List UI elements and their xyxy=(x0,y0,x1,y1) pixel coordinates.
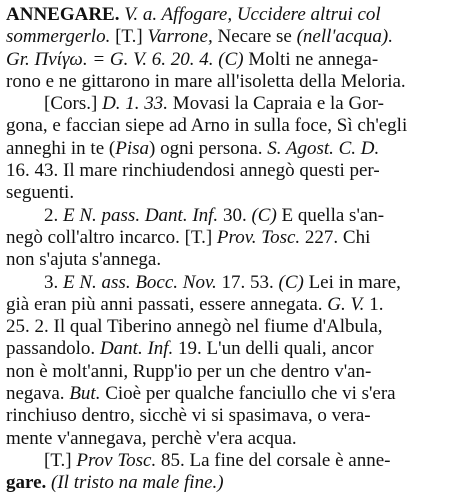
text-segment: ) ogni persona. xyxy=(149,137,268,159)
text-segment: E quella s'an- xyxy=(276,204,385,226)
text-segment: Prov Tosc. xyxy=(76,449,157,471)
text-segment: sommergerlo. xyxy=(6,26,111,48)
entry-line-9 xyxy=(6,182,463,204)
text-segment: 16. 43. Il mare rinchiudendosi annegò questi per- xyxy=(6,160,380,182)
text-segment: 2. xyxy=(44,204,63,226)
entry-line-15 xyxy=(6,316,463,338)
text-segment: rono e ne gittarono in mare all'isoletta della Meloria. xyxy=(6,70,406,92)
entry-line-5 xyxy=(6,93,463,115)
entry-line-3 xyxy=(6,49,463,71)
entry-line-6 xyxy=(6,115,463,137)
text-segment: 30. xyxy=(218,204,252,226)
text-segment: già eran più anni passati, essere annegata. xyxy=(6,293,328,315)
text-segment: [T.] xyxy=(44,449,77,471)
entry-line-17 xyxy=(6,361,463,383)
text-segment: Varrone, xyxy=(147,26,213,48)
entry-line-18 xyxy=(6,383,463,405)
text-segment: Movasi la Capraia e la Gor- xyxy=(168,93,384,115)
text-segment: Molti ne annega- xyxy=(243,48,379,70)
text-segment: 85. La fine del corsale è anne- xyxy=(156,449,391,471)
text-segment: 17. 53. xyxy=(216,271,279,293)
text-segment: passandolo. xyxy=(6,338,100,360)
text-segment: D. 1. 33. xyxy=(102,93,169,115)
text-segment: Lei in mare, xyxy=(303,271,401,293)
text-segment: ANNEGARE. xyxy=(6,4,120,25)
text-segment: gare. xyxy=(6,472,52,494)
text-segment: E N. pass. Dant. Inf. xyxy=(63,204,219,226)
text-segment: But. xyxy=(69,383,101,405)
text-segment: [T.] xyxy=(110,26,148,48)
text-segment: Pisa xyxy=(115,137,149,159)
entry-line-22 xyxy=(6,472,463,494)
text-segment: V. a. Affogare, Uccidere altrui col xyxy=(119,4,381,25)
text-segment: negava. xyxy=(6,383,70,405)
entry-line-7 xyxy=(6,138,463,160)
text-segment: 25. 2. Il qual Tiberino annegò nel fiume d'Albula, xyxy=(6,316,383,338)
text-segment: Gr. Πνίγω. = G. V. 6. 20. 4. (C) xyxy=(6,48,244,70)
entry-line-2 xyxy=(6,26,463,48)
entry-line-10 xyxy=(6,205,463,227)
text-segment: [Cors.] xyxy=(44,93,103,115)
text-segment: Prov. Tosc. xyxy=(216,226,301,248)
entry-line-19 xyxy=(6,405,463,427)
text-segment: rinchiuso dentro, sicchè vi si spasimava, o vera- xyxy=(6,405,371,427)
text-segment: (nell'acqua). xyxy=(296,26,393,48)
text-segment: (C) xyxy=(278,271,304,293)
text-segment: seguenti. xyxy=(6,182,75,204)
text-segment: 3. xyxy=(44,271,63,293)
text-segment: Dant. Inf. xyxy=(99,338,174,360)
entry-line-14 xyxy=(6,294,463,316)
entry-line-1 xyxy=(6,4,463,26)
text-segment: 1. xyxy=(364,293,384,315)
text-segment: anneghi in te ( xyxy=(6,137,116,159)
text-segment: 227. Chi xyxy=(300,226,371,248)
text-segment: non è molt'anni, Rupp'io per un che dentro v'an- xyxy=(6,360,372,382)
text-segment: 19. L'un delli quali, ancor xyxy=(173,338,374,360)
entry-line-13 xyxy=(6,272,463,294)
entry-line-4 xyxy=(6,71,463,93)
entry-line-21 xyxy=(6,450,463,472)
text-segment: G. V. xyxy=(327,293,365,315)
text-segment: non s'ajuta s'annega. xyxy=(6,249,162,271)
text-segment: mente v'annegava, perchè v'era acqua. xyxy=(6,427,297,449)
entry-line-8 xyxy=(6,160,463,182)
entry-line-20 xyxy=(6,428,463,450)
text-segment: Necare se xyxy=(212,26,297,48)
text-segment: Cioè per qualche fanciullo che vi s'era xyxy=(100,383,396,405)
entry-line-16 xyxy=(6,338,463,360)
entry-line-11 xyxy=(6,227,463,249)
text-segment: (Il tristo na male fine.) xyxy=(51,472,224,494)
text-segment: negò coll'altro incarco. [T.] xyxy=(6,226,217,248)
text-segment: (C) xyxy=(251,204,277,226)
entry-line-12 xyxy=(6,249,463,271)
text-segment: S. Agost. C. D. xyxy=(267,137,380,159)
text-segment: E N. ass. Bocc. Nov. xyxy=(63,271,217,293)
text-segment: gona, e faccian siepe ad Arno in sulla foce, Sì ch'egli xyxy=(6,115,408,137)
